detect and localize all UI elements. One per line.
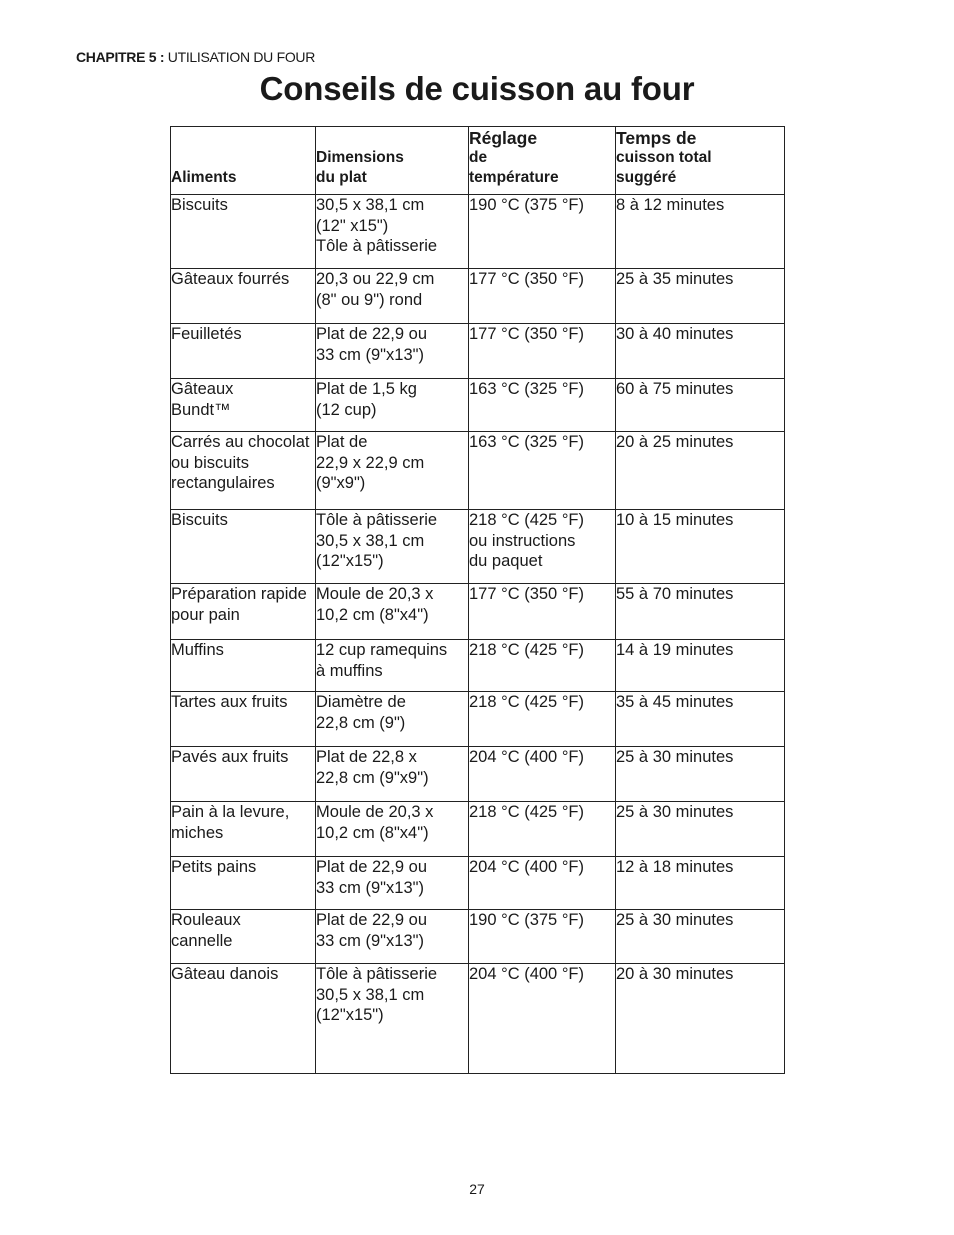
cell-line: 35 à 45 minutes — [616, 693, 734, 711]
cell-dimensions — [316, 584, 469, 640]
page-number: 27 — [469, 1181, 485, 1197]
cell-dimensions — [316, 802, 469, 857]
cell-line: rectangulaires — [171, 474, 275, 492]
header-line: Réglage — [469, 127, 538, 148]
cell-line: (12" x15") — [316, 216, 389, 235]
cell-aliment — [171, 692, 316, 747]
cell-temperature — [469, 195, 616, 269]
table-row — [171, 510, 785, 584]
cell-line: pour pain — [171, 605, 240, 624]
table-row — [171, 324, 785, 379]
cell-line: 177 °C (350 °F) — [469, 270, 584, 288]
cell-line: Pain à la levure, — [171, 803, 290, 821]
header-line: Aliments — [171, 168, 237, 186]
cell-temps — [616, 857, 785, 910]
cell-temps — [616, 802, 785, 857]
cell-line: 55 à 70 minutes — [616, 585, 734, 603]
header-line: de — [469, 149, 488, 166]
cell-line: 33 cm (9"x13") — [316, 345, 424, 364]
cell-line: Carrés au chocolat — [171, 433, 310, 451]
cell-line: Plat de — [316, 433, 368, 451]
cell-aliment — [171, 910, 316, 964]
table-row — [171, 910, 785, 964]
cell-temperature — [469, 584, 616, 640]
cell-temps — [616, 692, 785, 747]
cell-line: (8" ou 9") rond — [316, 290, 423, 309]
table-row — [171, 584, 785, 640]
header-aliments — [171, 127, 316, 195]
header-line: du plat — [316, 168, 367, 186]
cell-line: ou instructions — [469, 531, 576, 550]
cell-temps — [616, 510, 785, 584]
cell-aliment — [171, 432, 316, 510]
cell-line: (12"x15") — [316, 1006, 384, 1024]
cell-temperature — [469, 640, 616, 692]
cell-temps — [616, 640, 785, 692]
cell-temperature — [469, 747, 616, 802]
header-temps — [616, 127, 785, 195]
table-header-row — [171, 127, 785, 195]
cell-line: Biscuits — [171, 196, 228, 214]
cell-aliment — [171, 584, 316, 640]
cell-aliment — [171, 802, 316, 857]
cell-dimensions — [316, 910, 469, 964]
header-line: température — [469, 168, 559, 186]
cell-line: Préparation rapide — [171, 585, 307, 603]
page-title: Conseils de cuisson au four — [259, 70, 695, 107]
cell-line: 177 °C (350 °F) — [469, 325, 584, 343]
table-body — [171, 195, 785, 1074]
cell-temperature — [469, 692, 616, 747]
cell-temperature — [469, 510, 616, 584]
cell-dimensions — [316, 510, 469, 584]
cell-line: 22,8 cm (9"x9") — [316, 768, 429, 787]
cell-line: du paquet — [469, 552, 543, 570]
cell-line: Tôle à pâtisserie — [316, 511, 438, 529]
cell-line: 20 à 30 minutes — [616, 965, 734, 983]
cell-line: miches — [171, 823, 224, 842]
cell-line: Diamètre de — [316, 693, 406, 711]
header-reglage — [469, 127, 616, 195]
cell-temperature — [469, 857, 616, 910]
cell-line: Tôle à pâtisserie — [316, 237, 438, 255]
cell-line: 30,5 x 38,1 cm — [316, 196, 425, 214]
cell-temperature — [469, 432, 616, 510]
cell-line: 33 cm (9"x13") — [316, 931, 424, 950]
cell-temps — [616, 324, 785, 379]
cell-line: 30 à 40 minutes — [616, 325, 734, 343]
table-row — [171, 692, 785, 747]
cell-line: 14 à 19 minutes — [616, 641, 734, 659]
cell-line: Rouleaux — [171, 911, 241, 929]
cell-line: cannelle — [171, 931, 233, 950]
cell-line: 22,9 x 22,9 cm — [316, 453, 425, 472]
cell-line: Plat de 1,5 kg — [316, 380, 417, 398]
cell-line: Plat de 22,9 ou — [316, 858, 428, 876]
cell-line: 33 cm (9"x13") — [316, 878, 424, 897]
cell-temps — [616, 747, 785, 802]
cell-aliment — [171, 324, 316, 379]
cell-line: 204 °C (400 °F) — [469, 858, 584, 876]
cell-line: Bundt™ — [171, 400, 231, 419]
cell-line: 190 °C (375 °F) — [469, 196, 584, 214]
cell-line: (12"x15") — [316, 552, 384, 570]
cell-temperature — [469, 964, 616, 1074]
header-dimensions — [316, 127, 469, 195]
cell-line: Gâteau danois — [171, 965, 279, 983]
chapter-label: CHAPITRE 5 : — [76, 49, 165, 65]
cell-temps — [616, 195, 785, 269]
cell-line: 60 à 75 minutes — [616, 380, 734, 398]
cell-line: 30,5 x 38,1 cm — [316, 985, 425, 1004]
cell-line: 218 °C (425 °F) — [469, 803, 584, 821]
cell-line: Moule de 20,3 x — [316, 585, 434, 603]
cell-line: 163 °C (325 °F) — [469, 433, 584, 451]
cell-line: 190 °C (375 °F) — [469, 911, 584, 929]
cell-line: 25 à 30 minutes — [616, 803, 734, 821]
table-row — [171, 379, 785, 432]
table-row — [171, 964, 785, 1074]
cell-line: Petits pains — [171, 858, 257, 876]
cell-temps — [616, 910, 785, 964]
cell-temperature — [469, 269, 616, 324]
cell-dimensions — [316, 692, 469, 747]
cell-line: 22,8 cm (9") — [316, 713, 406, 732]
table-row — [171, 432, 785, 510]
cell-dimensions — [316, 324, 469, 379]
table-row — [171, 857, 785, 910]
cell-line: (12 cup) — [316, 400, 377, 419]
cell-line: Gâteaux fourrés — [171, 270, 290, 288]
cell-line: 20,3 ou 22,9 cm — [316, 270, 435, 288]
cell-line: 25 à 30 minutes — [616, 911, 734, 929]
chapter-heading — [76, 49, 315, 65]
cell-line: ou biscuits — [171, 453, 249, 472]
table-row — [171, 195, 785, 269]
cell-dimensions — [316, 195, 469, 269]
cell-dimensions — [316, 379, 469, 432]
cell-line: 12 à 18 minutes — [616, 858, 734, 876]
cell-aliment — [171, 510, 316, 584]
cell-line: Plat de 22,9 ou — [316, 911, 428, 929]
cell-line: à muffins — [316, 661, 383, 680]
cell-temps — [616, 379, 785, 432]
cell-line: Tartes aux fruits — [171, 693, 288, 711]
table-row — [171, 747, 785, 802]
cell-temperature — [469, 802, 616, 857]
cell-line: 20 à 25 minutes — [616, 433, 734, 451]
cell-line: 218 °C (425 °F) — [469, 641, 584, 659]
cell-line: 25 à 30 minutes — [616, 748, 734, 766]
cell-dimensions — [316, 432, 469, 510]
cell-dimensions — [316, 857, 469, 910]
cell-temperature — [469, 379, 616, 432]
cell-aliment — [171, 379, 316, 432]
cell-aliment — [171, 269, 316, 324]
cell-dimensions — [316, 269, 469, 324]
cell-line: 204 °C (400 °F) — [469, 748, 584, 766]
cell-temps — [616, 584, 785, 640]
table-row — [171, 640, 785, 692]
header-line: Temps de — [616, 127, 697, 148]
cell-aliment — [171, 964, 316, 1074]
cell-line: Tôle à pâtisserie — [316, 965, 438, 983]
cell-temperature — [469, 910, 616, 964]
cell-aliment — [171, 747, 316, 802]
header-line: cuisson total — [616, 149, 712, 166]
cell-line: 10,2 cm (8"x4") — [316, 605, 429, 624]
cell-line: 218 °C (425 °F) — [469, 511, 584, 529]
cell-line: Pavés aux fruits — [171, 748, 289, 766]
baking-tips-table — [170, 126, 785, 1074]
cell-line: Moule de 20,3 x — [316, 803, 434, 821]
cell-temps — [616, 964, 785, 1074]
cell-line: Feuilletés — [171, 325, 242, 343]
chapter-title: UTILISATION DU FOUR — [167, 49, 316, 65]
table-row — [171, 802, 785, 857]
cell-line: Biscuits — [171, 511, 228, 529]
cell-line: 30,5 x 38,1 cm — [316, 531, 425, 550]
header-line: Dimensions — [316, 149, 404, 166]
table-row — [171, 269, 785, 324]
cell-aliment — [171, 195, 316, 269]
cell-line: Plat de 22,8 x — [316, 748, 417, 766]
cell-temps — [616, 432, 785, 510]
cell-line: (9"x9") — [316, 474, 366, 492]
cell-aliment — [171, 640, 316, 692]
cell-dimensions — [316, 640, 469, 692]
cell-line: 25 à 35 minutes — [616, 270, 734, 288]
cell-dimensions — [316, 747, 469, 802]
cell-aliment — [171, 857, 316, 910]
cell-line: 218 °C (425 °F) — [469, 693, 584, 711]
cell-line: 204 °C (400 °F) — [469, 965, 584, 983]
cell-line: 163 °C (325 °F) — [469, 380, 584, 398]
cell-dimensions — [316, 964, 469, 1074]
cell-temperature — [469, 324, 616, 379]
cell-line: Muffins — [171, 641, 224, 659]
header-line: suggéré — [616, 168, 677, 186]
cell-line: Plat de 22,9 ou — [316, 325, 428, 343]
cell-line: 10,2 cm (8"x4") — [316, 823, 429, 842]
cell-temps — [616, 269, 785, 324]
cell-line: 8 à 12 minutes — [616, 196, 725, 214]
cell-line: Gâteaux — [171, 380, 234, 398]
cell-line: 12 cup ramequins — [316, 641, 448, 659]
cell-line: 177 °C (350 °F) — [469, 585, 584, 603]
cell-line: 10 à 15 minutes — [616, 511, 734, 529]
